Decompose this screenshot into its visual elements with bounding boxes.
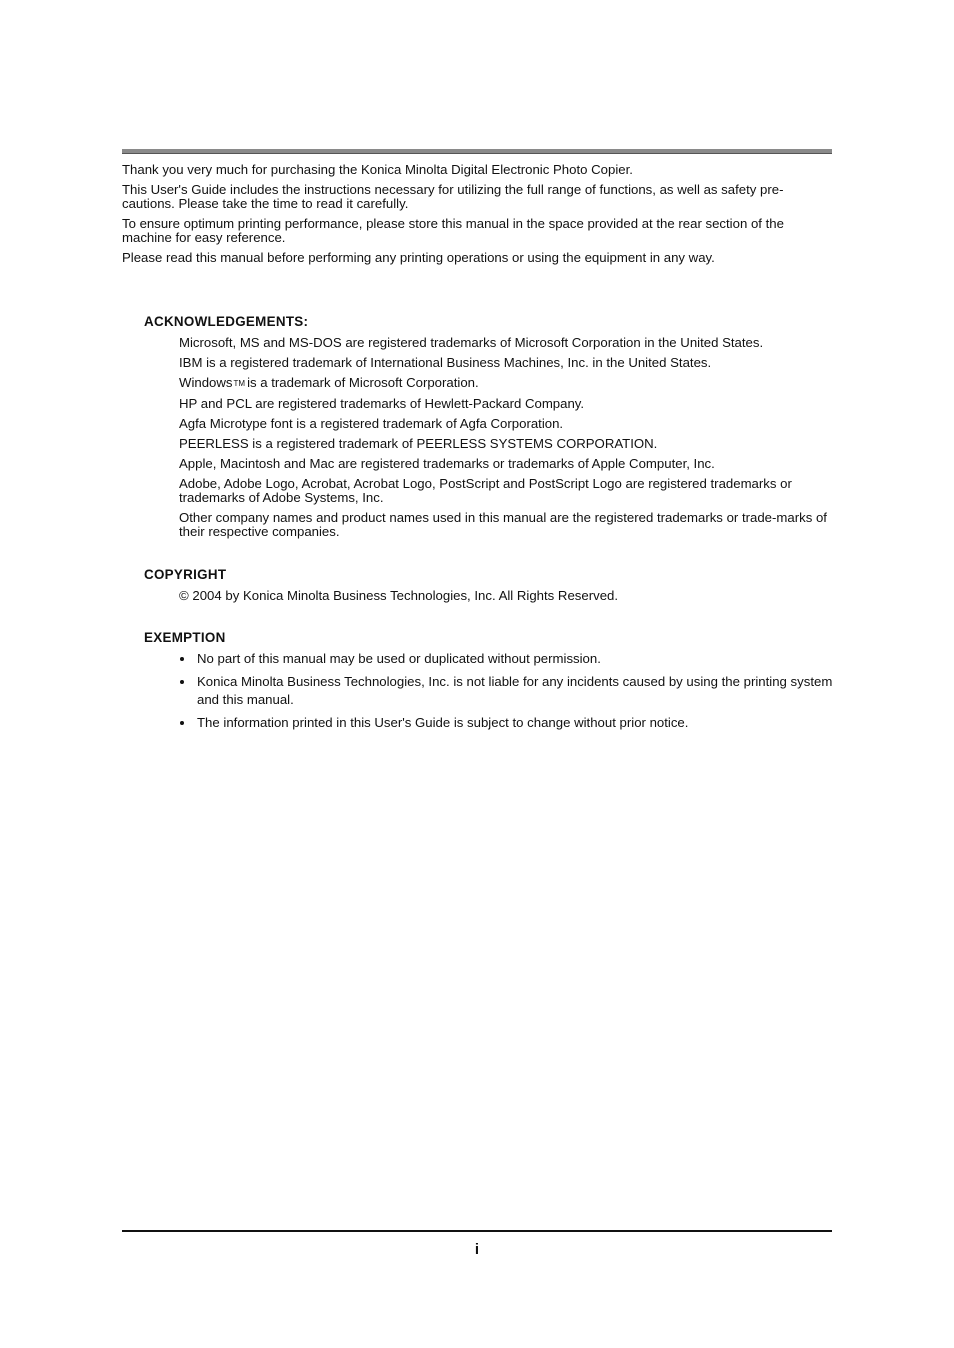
list-item-text: Konica Minolta Business Technologies, Inc. is not liable for any incidents caused by using the printing system and this manual. xyxy=(197,674,833,707)
trademark-item: Microsoft, MS and MS-DOS are registered trademarks of Microsoft Corporation in the United States. xyxy=(179,335,764,350)
list-item-text: The information printed in this User's Guide is subject to change without prior notice. xyxy=(197,715,689,730)
copyright-section xyxy=(144,567,834,609)
trademark-item: Apple, Macintosh and Mac are registered trademarks or trademarks of Apple Computer, Inc. xyxy=(179,456,715,471)
intro-paragraph: Please read this manual before performing any printing operations or using the equipment in any way. xyxy=(122,250,715,265)
trademark-text: is a trademark of Microsoft Corporation. xyxy=(247,375,479,390)
list-item xyxy=(179,650,834,668)
intro-text xyxy=(122,163,834,271)
exemption-list xyxy=(179,650,834,732)
list-item xyxy=(179,673,834,709)
trademark-text: Windows xyxy=(179,375,233,390)
bullet-icon xyxy=(180,657,184,661)
trademark-symbol: TM xyxy=(233,379,246,388)
intro-paragraph: This User's Guide includes the instructions necessary for utilizing the full range of functions, as well as safety pre-cautions. Please take the time to read it carefully. xyxy=(122,182,784,211)
acknowledgements-heading: ACKNOWLEDGEMENTS: xyxy=(144,314,309,329)
trademark-item: Adobe, Adobe Logo, Acrobat, Acrobat Logo, PostScript and PostScript Logo are registered trademarks or trademarks of Adobe Systems, Inc. xyxy=(179,476,792,505)
bullet-icon xyxy=(180,721,184,725)
acknowledgements-section xyxy=(144,314,834,545)
trademark-item: PEERLESS is a registered trademark of PEERLESS SYSTEMS CORPORATION. xyxy=(179,436,658,451)
trademark-item xyxy=(179,376,834,391)
exemption-section xyxy=(144,630,834,737)
footer-rule xyxy=(122,1230,832,1232)
copyright-text: © 2004 by Konica Minolta Business Technologies, Inc. All Rights Reserved. xyxy=(179,588,619,603)
list-item-text: No part of this manual may be used or duplicated without permission. xyxy=(197,651,601,666)
acknowledgements-list xyxy=(179,336,834,539)
exemption-heading: EXEMPTION xyxy=(144,630,226,645)
bullet-icon xyxy=(180,680,184,684)
trademark-item: Other company names and product names used in this manual are the registered trademarks or trade-marks of their respective companies. xyxy=(179,510,827,539)
copyright-heading: COPYRIGHT xyxy=(144,567,227,582)
intro-paragraph: To ensure optimum printing performance, please store this manual in the space provided at the rear section of the machine for easy reference. xyxy=(122,216,784,245)
list-item xyxy=(179,714,834,732)
trademark-item: HP and PCL are registered trademarks of Hewlett-Packard Company. xyxy=(179,396,585,411)
intro-paragraph: Thank you very much for purchasing the Konica Minolta Digital Electronic Photo Copier. xyxy=(122,162,633,177)
header-rule xyxy=(122,149,832,154)
trademark-item: Agfa Microtype font is a registered trademark of Agfa Corporation. xyxy=(179,416,564,431)
page-number: i xyxy=(474,1241,480,1258)
trademark-item: IBM is a registered trademark of International Business Machines, Inc. in the United States. xyxy=(179,355,712,370)
